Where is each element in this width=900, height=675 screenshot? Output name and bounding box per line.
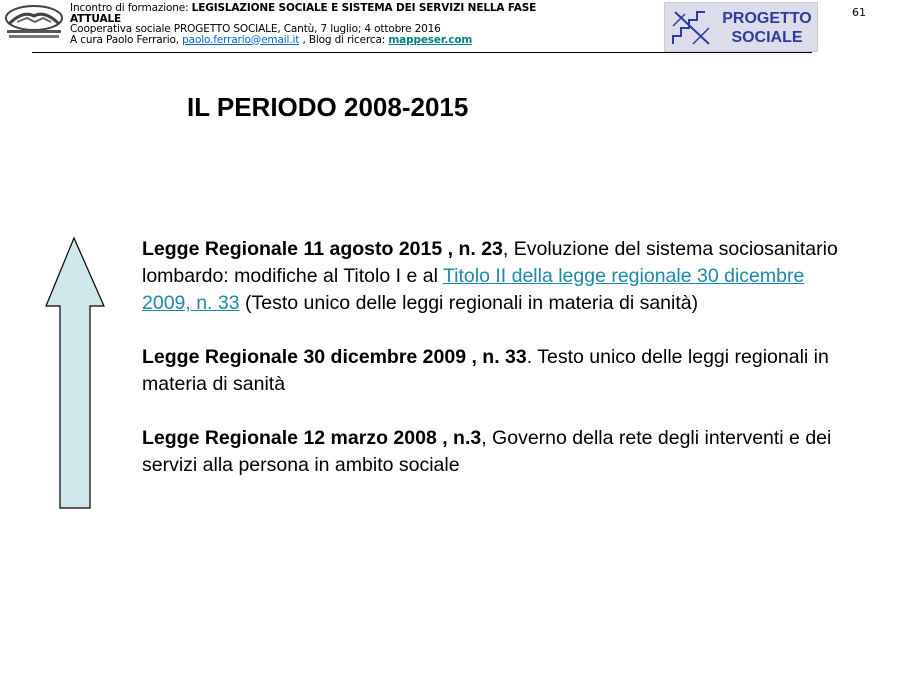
header-text — [70, 3, 660, 45]
slide-title: IL PERIODO 2008-2015 — [187, 92, 469, 122]
header-divider — [32, 52, 812, 53]
progetto-sociale-logo — [664, 2, 818, 52]
brand-name: PROGETTO SOCIALE — [722, 10, 812, 46]
event-title-cont: ATTUALE — [70, 12, 122, 25]
page-number: 61 — [852, 6, 866, 19]
up-arrow-icon — [44, 236, 106, 514]
stairs-logo-icon — [669, 6, 715, 48]
blog-link[interactable]: mappeser.com — [388, 33, 473, 46]
law-item-2015: Legge Regionale 11 agosto 2015 , n. 23, Evoluzione del sistema sociosanitario lombardo: modifiche al Titolo I e al Titolo II della legge regionale 30 dicembre 2009, n. 33 (Testo unico delle leggi regionali in materia di sanità) — [142, 238, 838, 314]
email-link[interactable]: paolo.ferrario@email.it — [182, 33, 300, 46]
titolo-ii-link[interactable]: Titolo II della legge regionale 30 dicembre 2009, n. 33 — [142, 265, 805, 314]
law-list — [142, 236, 842, 506]
handshake-logo — [3, 2, 65, 42]
header-line-3: Cooperativa sociale PROGETTO SOCIALE, Cantù, 7 luglio; 4 ottobre 2016 — [70, 23, 441, 35]
event-title: LEGISLAZIONE SOCIALE E SISTEMA DEI SERVIZI NELLA FASE — [191, 2, 537, 14]
law-item-2009: Legge Regionale 30 dicembre 2009 , n. 33. Testo unico delle leggi regionali in materia di sanità — [142, 346, 829, 395]
handshake-icon — [3, 2, 65, 42]
header-line-1: Incontro di formazione: LEGISLAZIONE SOCIALE E SISTEMA DEI SERVIZI NELLA FASE — [70, 2, 537, 14]
law-item-2008: Legge Regionale 12 marzo 2008 , n.3, Governo della rete degli interventi e dei servizi alla persona in ambito sociale — [142, 427, 832, 476]
header-line-4: A cura Paolo Ferrario, paolo.ferrario@email.it , Blog di ricerca: mappeser.com — [70, 33, 473, 46]
